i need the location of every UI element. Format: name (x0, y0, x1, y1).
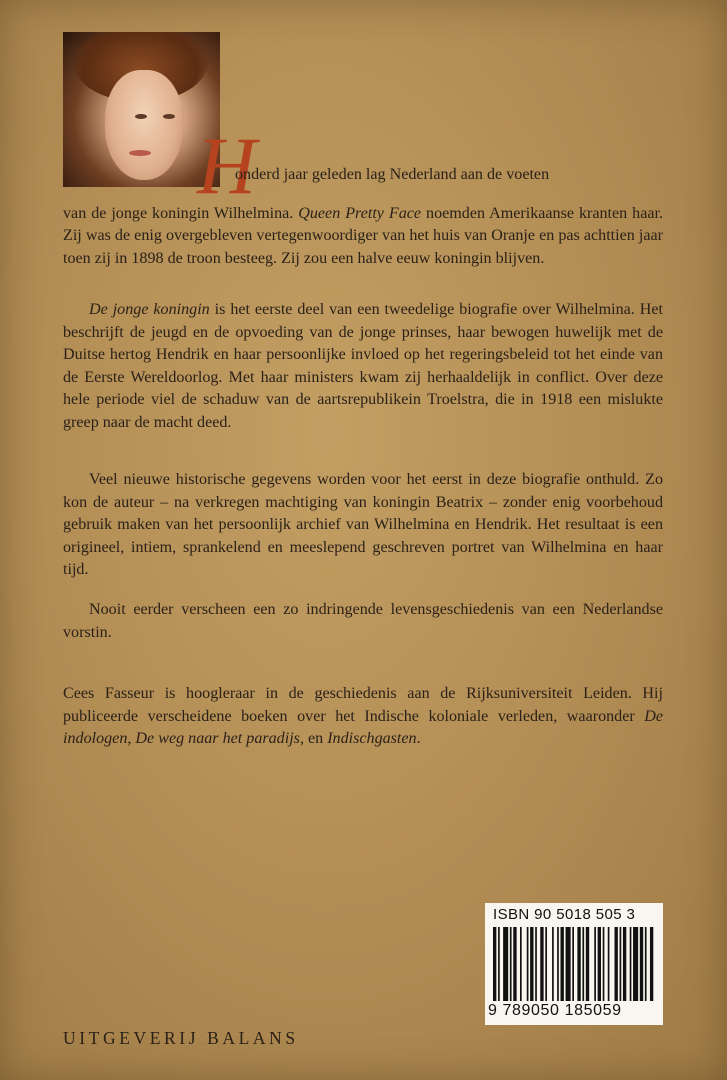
barcode-bar (645, 927, 647, 1001)
barcode-bar (620, 927, 622, 1001)
paragraph-4 (63, 599, 663, 644)
barcode-bar (510, 927, 512, 1001)
barcode-bar (530, 927, 533, 1001)
author-bio (63, 683, 663, 751)
portrait-eye-left (135, 114, 147, 119)
author-sep-1: , (127, 730, 136, 748)
barcode-bar (586, 927, 589, 1001)
barcode-bar (493, 927, 496, 1001)
barcode-bar (498, 927, 500, 1001)
publisher-name: UITGEVERIJ BALANS (63, 1028, 299, 1048)
barcode-bar (557, 927, 559, 1001)
intro-italic: Queen Pretty Face (298, 204, 422, 222)
intro-paragraph (63, 164, 663, 287)
barcode-bar (552, 927, 554, 1001)
barcode-bar (608, 927, 610, 1001)
barcode-icon (493, 927, 655, 1001)
paragraph-3 (63, 469, 663, 582)
intro-line-1: onderd jaar geleden lag Nederland aan de voeten (235, 166, 550, 183)
author-sep-2: , en (299, 730, 328, 748)
intro-text-2: noemden Amerikaanse (421, 204, 574, 222)
barcode-bar (594, 927, 596, 1001)
book-title-italic: De jonge koningin (89, 301, 210, 318)
barcode-bar (572, 927, 574, 1001)
paragraph-2 (63, 299, 663, 435)
isbn-number: ISBN 90 5018 505 3 (493, 906, 636, 923)
barcode-bar (630, 927, 632, 1001)
barcode-bar (545, 927, 547, 1001)
author-book-3: Indischgasten (327, 730, 417, 748)
barcode-bar (603, 927, 605, 1001)
author-text: Cees Fasseur is hoogleraar in de geschiedenis aan de Rijksuniversiteit Leiden. Hij publiceerde verscheidene boeken over het Indische koloniale verleden, waaronder (63, 685, 663, 725)
author-book-1: De indologen (63, 707, 663, 748)
barcode-label (485, 903, 663, 1025)
barcode-bar (566, 927, 571, 1001)
paragraph-4-text: Nooit eerder verscheen een zo indringende levensgeschiedenis van een Nederlandse vorstin. (63, 601, 663, 641)
drop-cap: H (197, 120, 257, 211)
barcode-bar (650, 927, 653, 1001)
barcode-bar (623, 927, 626, 1001)
barcode-bar (561, 927, 564, 1001)
barcode-bar (540, 927, 543, 1001)
barcode-digits: 9 789050 185059 (488, 1002, 622, 1019)
author-end: . (416, 730, 421, 748)
intro-rest (63, 203, 663, 271)
portrait-lips (129, 150, 151, 156)
barcode-bar (633, 927, 638, 1001)
barcode-bar (615, 927, 618, 1001)
barcode-bar (582, 927, 584, 1001)
paragraph-2-text: is het eerste deel van een tweedelige biografie over Wilhelmina. Het beschrijft de jeugd en de opvoeding van de jonge prinses, haar bewogen huwelijk met de Duitse hertog Hendrik en haar persoonlijke invloed op het regeringsbeleid tot het einde van de Eerste Wereldoorlog. Met haar ministers kwam zij herhaaldelijk in conflict. Over deze hele periode viel de schaduw van de aartsrepublikein Troelstra, die in 1918 een mislukte greep naar de macht deed. (63, 301, 663, 431)
barcode-bar (598, 927, 601, 1001)
paragraph-3-text: Veel nieuwe historische gegevens worden voor het eerst in deze biografie onthuld. Zo kon de auteur – na verkregen machtiging van koningin Beatrix – zonder enig voorbehoud gebruik maken van het persoonlijk archief van Wilhelmina en Hendrik. Het resultaat is een origineel, intiem, sprankelend en meeslepend geschreven portret van Wilhelmina en haar tijd. (63, 471, 663, 579)
barcode-bar (513, 927, 516, 1001)
intro-text-3: kranten haar. Zij was de enig overgebleven vertegenwoordiger van het huis van Oranje en pas achttien jaar toen zij in 1898 de troon besteeg. Zij zou een halve eeuw koningin blijven. (63, 204, 663, 267)
barcode-bar (527, 927, 529, 1001)
barcode-bar (640, 927, 643, 1001)
barcode-bar (577, 927, 580, 1001)
intro-text: van de jonge koningin Wilhelmina. (63, 204, 299, 222)
barcode-bar (535, 927, 537, 1001)
portrait-eye-right (163, 114, 175, 119)
barcode-bar (520, 927, 522, 1001)
author-book-2: De weg naar het paradijs (135, 730, 300, 748)
barcode-bar (503, 927, 508, 1001)
